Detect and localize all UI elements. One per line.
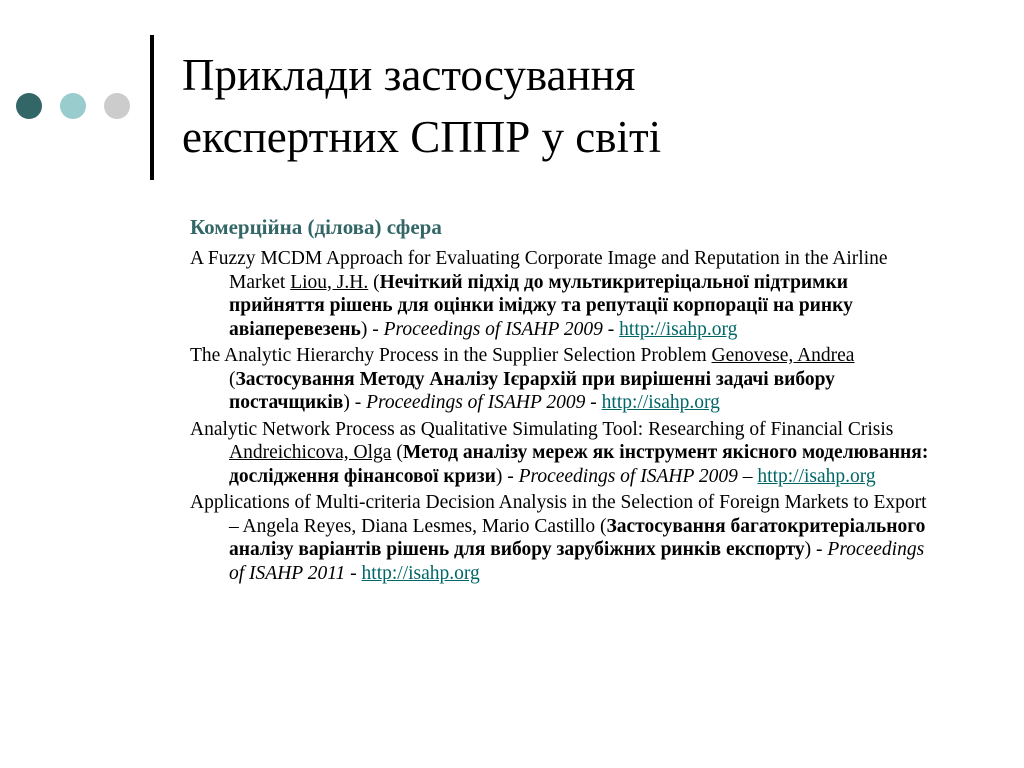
slide-title-line-1: Приклади застосування <box>182 50 636 100</box>
entry-translation: Застосування багатокритеріального аналізу варіантів рішень для вибору зарубіжних ринків експорту <box>229 515 926 560</box>
entry-dash: - <box>507 465 514 487</box>
decorative-dots <box>16 93 136 121</box>
section-heading: Комерційна (ділова) сфера <box>190 215 442 239</box>
slide-title <box>182 44 661 168</box>
entry-translation: Застосування Методу Аналізу Ієрархій при вирішенні задачі вибору постачщиків <box>229 368 835 413</box>
entry-dash-2: - <box>350 562 357 584</box>
entry-proceedings: Proceedings of ISAHP 2009 <box>366 392 586 413</box>
entry-dash: - <box>354 392 362 413</box>
entry-proceedings: Proceedings of ISAHP 2011 <box>229 539 925 584</box>
entry-dash-2: – <box>742 465 753 487</box>
entry-author: Liou, J.H. <box>290 271 369 293</box>
entry-translation: Метод аналізу мереж як інструмент якісного моделювання: дослідження фінансової кризи <box>229 442 929 487</box>
entry-dash: - <box>816 539 823 560</box>
title-divider-bar <box>150 35 154 180</box>
reference-entry-1: A Fuzzy MCDM Approach for Evaluating Corporate Image and Reputation in the Airline Market Liou, J.H. (Нечіткий підхід до мультикритеріцальної підтримки прийняття рішень для оцінки іміджу та репутації корпорації на ринку авіаперевезень) - Proceedings of ISAHP 2009 - http://isahp.org <box>190 248 888 340</box>
entry-author: Andreichicova, Olga <box>229 442 392 463</box>
reference-entry-3: Analytic Network Process as Qualitative Simulating Tool: Researching of Financial Crisis Andreichicova, Olga (Метод аналізу мереж як інструмент якісного моделювання: дослідження фінансової кризи) - Proceedings of ISAHP 2009 – http://isahp.org <box>190 418 929 487</box>
reference-entry-4: Applications of Multi-criteria Decision Analysis in the Selection of Foreign Markets to Export – Angela Reyes, Diana Lesmes, Mario Castillo (Застосування багатокритеріального аналізу варіантів рішень для вибору зарубіжних ринків експорту) - Proceedings of ISAHP 2011 - http://isahp.org <box>190 492 927 584</box>
dot-gray <box>104 93 130 119</box>
slide-content <box>190 213 940 588</box>
entry-link[interactable]: http://isahp.org <box>601 392 720 413</box>
entry-link[interactable]: http://isahp.org <box>757 465 876 487</box>
entry-dash: - <box>372 318 379 340</box>
dot-dark <box>16 93 42 119</box>
entry-dash-2: - <box>590 392 597 413</box>
entry-proceedings: Proceedings of ISAHP 2009 <box>518 465 738 487</box>
entry-link[interactable]: http://isahp.org <box>361 562 480 584</box>
entry-title: Applications of Multi-criteria Decision Analysis in the Selection of Foreign Markets to Export – Angela Reyes, Diana Lesmes, Mario Castillo <box>190 492 927 537</box>
entry-title: The Analytic Hierarchy Process in the Supplier Selection Problem <box>190 345 707 366</box>
entry-translation: Нечіткий підхід до мультикритеріцальної підтримки прийняття рішень для оцінки іміджу та репутації корпорації на ринку авіаперевезень <box>229 271 853 340</box>
entry-proceedings: Proceedings of ISAHP 2009 <box>383 318 603 340</box>
entry-dash-2: - <box>607 318 615 340</box>
entry-author: Genovese, Andrea <box>711 345 855 366</box>
entry-title: Analytic Network Process as Qualitative Simulating Tool: Researching of Financial Crisis <box>190 418 894 440</box>
slide-title-line-2: експертних СППР у світі <box>182 112 662 162</box>
entry-link[interactable]: http://isahp.org <box>619 318 738 340</box>
reference-entry-2: The Analytic Hierarchy Process in the Supplier Selection Problem Genovese, Andrea (Застосування Методу Аналізу Ієрархій при вирішенні задачі вибору постачщиків) - Proceedings of ISAHP 2009 - http://isahp.org <box>190 345 855 413</box>
entry-title: A Fuzzy MCDM Approach for Evaluating Corporate Image and Reputation in the Airline Market <box>190 248 888 293</box>
dot-light-teal <box>60 93 86 119</box>
